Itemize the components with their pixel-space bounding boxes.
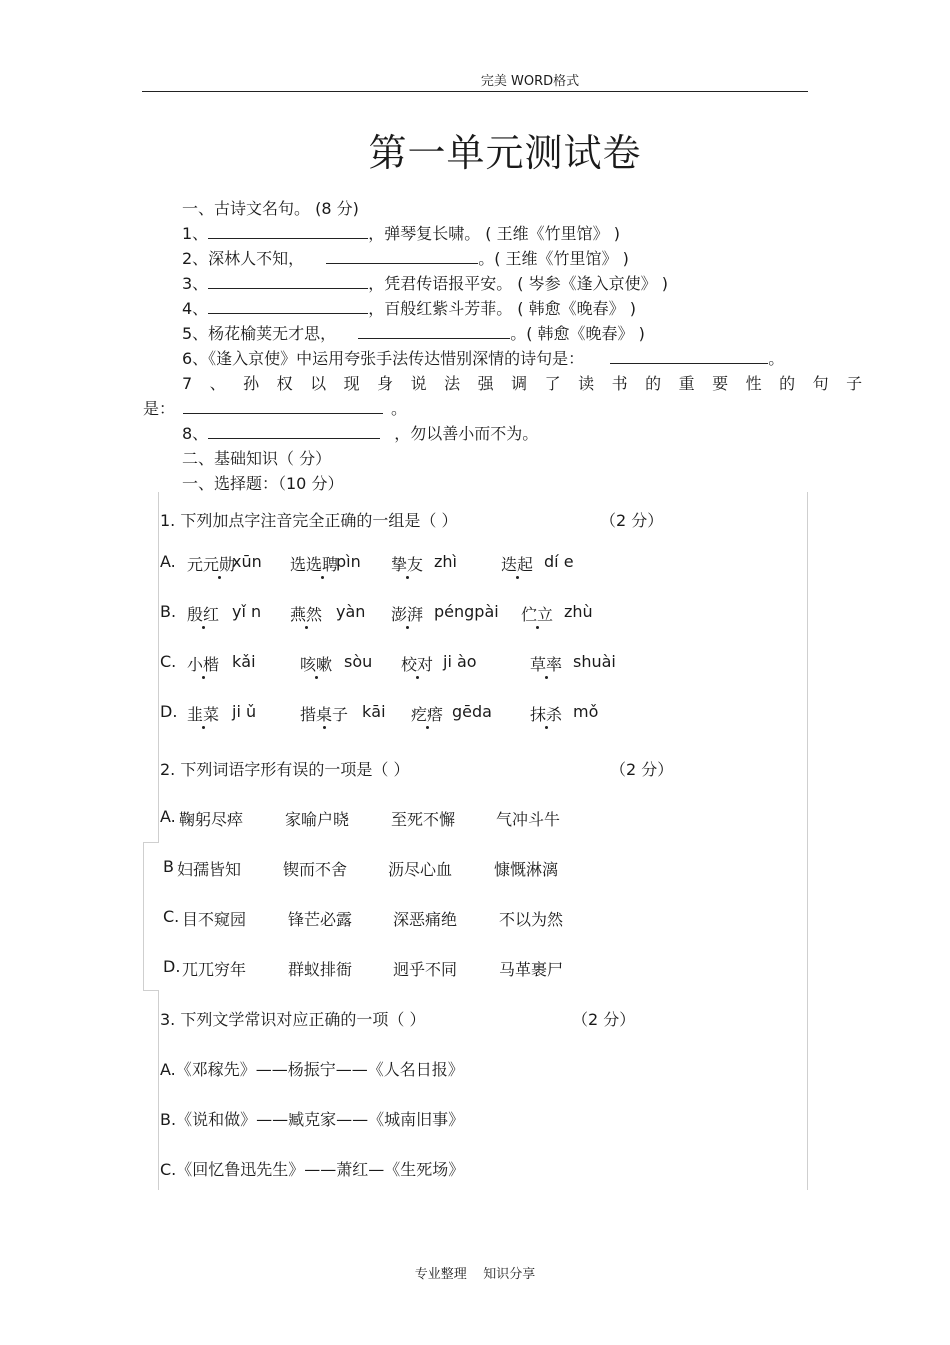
- word: [300, 652, 332, 675]
- q3-score: （2 分）: [572, 1010, 636, 1029]
- page-title: 第一单元测试卷: [368, 131, 642, 175]
- word: 选选聘: [290, 555, 339, 574]
- answer-blank[interactable]: [610, 349, 768, 364]
- item-suffix: ，勿以善小而不为。: [394, 424, 539, 443]
- item-prefix: 是：: [143, 399, 176, 418]
- word: [187, 602, 219, 625]
- answer-blank[interactable]: [208, 224, 368, 239]
- answer-blank[interactable]: [208, 274, 368, 289]
- poem-item-3: [182, 271, 668, 294]
- pinyin: mǒ: [573, 702, 599, 721]
- q1-stem: 1. 下列加点字注音完全正确的一组是（ ）: [160, 511, 458, 530]
- q3-option-b[interactable]: B.《说和做》——臧克家——《城南旧事》: [160, 1110, 465, 1129]
- pinyin: péngpài: [434, 602, 499, 621]
- q2-option-b[interactable]: [163, 857, 803, 881]
- answer-blank[interactable]: [208, 424, 380, 439]
- word: 兀兀穷年: [182, 960, 247, 979]
- q3-stem: 3. 下列文学常识对应正确的一项（ ）: [160, 1010, 426, 1029]
- item-suffix: 。( 韩愈《晚春》 ): [510, 324, 645, 343]
- word: [501, 552, 533, 575]
- dotted-char: 小楷: [187, 655, 220, 674]
- pinyin: zhì: [434, 552, 457, 571]
- dotted-char: 殷红: [187, 605, 220, 624]
- word: 深恶痛绝: [393, 910, 458, 929]
- word: 气冲斗牛: [496, 810, 561, 829]
- dotted-char: 迭起: [501, 555, 534, 574]
- pinyin: kǎi: [232, 652, 256, 671]
- answer-blank[interactable]: [358, 324, 510, 339]
- word: [530, 702, 562, 725]
- table-border-step: [143, 842, 159, 843]
- item-suffix: ，凭君传语报平安。 ( 岑参《逢入京使》 ): [368, 274, 668, 293]
- pinyin: sòu: [344, 652, 373, 671]
- item-prefix: 2、深林人不知，: [182, 249, 305, 268]
- item-prefix: 1、: [182, 224, 209, 243]
- pinyin: pìn: [336, 552, 361, 571]
- word: [187, 702, 219, 725]
- item-suffix: 。: [768, 349, 785, 368]
- dotted-char: 草率: [530, 655, 563, 674]
- pinyin: shuài: [573, 652, 616, 671]
- q2-stem: 2. 下列词语字形有误的一项是（ ）: [160, 760, 410, 779]
- word: 锲而不舍: [283, 860, 348, 879]
- pinyin: yǐ n: [232, 602, 262, 621]
- table-border-right: [807, 492, 808, 1190]
- word: 迥乎不同: [393, 960, 458, 979]
- item-suffix: 。( 王维《竹里馆》 ): [478, 249, 629, 268]
- word: 锋芒必露: [288, 910, 353, 929]
- poem-item-8: [182, 421, 538, 444]
- word: [187, 652, 219, 675]
- word: [521, 602, 553, 625]
- word: 妇孺皆知: [177, 860, 242, 879]
- q1-option-b[interactable]: [160, 602, 800, 626]
- pinyin: dí e: [544, 552, 574, 571]
- q2-option-d[interactable]: [163, 957, 803, 981]
- pinyin: gēda: [452, 702, 492, 721]
- answer-blank[interactable]: [183, 399, 383, 414]
- poem-item-6: [182, 346, 784, 369]
- poem-item-5: [182, 321, 645, 344]
- q1-score: （2 分）: [600, 511, 664, 530]
- word: [411, 702, 443, 725]
- q2-option-c[interactable]: [163, 907, 803, 931]
- table-border-left: [158, 990, 159, 1190]
- dotted-char: 伫立: [521, 605, 554, 624]
- dotted-char: 韭菜: [187, 705, 220, 724]
- item-suffix: ，弹琴复长啸。 ( 王维《竹里馆》 ): [368, 224, 620, 243]
- q2-score: （2 分）: [610, 760, 674, 779]
- pinyin: zhù: [564, 602, 593, 621]
- word: [391, 602, 423, 625]
- word: 慷慨淋漓: [494, 860, 559, 879]
- page-header: 完美 WORD格式: [480, 74, 580, 89]
- word: 群蚁排衙: [288, 960, 353, 979]
- item-prefix: 5、杨花榆荚无才思，: [182, 324, 337, 343]
- poem-item-7-line1: 7、孙权以现身说法强调了读书的重要性的句子: [182, 374, 880, 393]
- option-letter: B: [163, 857, 174, 876]
- word: 目不窥园: [182, 910, 247, 929]
- poem-item-4: [182, 296, 636, 319]
- page-footer: 专业整理 知识分享: [414, 1267, 536, 1282]
- dotted-char: 揩桌子: [300, 705, 349, 724]
- q1-option-a[interactable]: [160, 552, 800, 576]
- answer-blank[interactable]: [326, 249, 478, 264]
- table-border-left: [143, 842, 144, 990]
- word: [290, 602, 322, 625]
- item-prefix: 8、: [182, 424, 209, 443]
- word: 鞠躬尽瘁: [179, 810, 244, 829]
- word: [391, 552, 423, 575]
- header-rule: [142, 91, 808, 92]
- item-prefix: 4、: [182, 299, 209, 318]
- dotted-char: 燕然: [290, 605, 323, 624]
- word: 马革裹尸: [499, 960, 564, 979]
- option-letter: C.: [160, 652, 177, 671]
- dotted-char: 咳嗽: [300, 655, 333, 674]
- pinyin: yàn: [336, 602, 366, 621]
- q3-option-c[interactable]: C.《回忆鲁迅先生》——萧红—《生死场》: [160, 1160, 465, 1179]
- option-letter: A.: [160, 552, 176, 571]
- option-letter: A.: [160, 807, 176, 826]
- table-border-step: [143, 990, 159, 991]
- word: 沥尽心血: [388, 860, 453, 879]
- dotted-char: 挚友: [391, 555, 424, 574]
- choice-subheading: 一、选择题：（10 分）: [182, 474, 344, 493]
- option-letter: C.: [163, 907, 180, 926]
- pinyin: xūn: [232, 552, 262, 571]
- item-prefix: 3、: [182, 274, 209, 293]
- table-border-left: [158, 492, 159, 842]
- word: 至死不懈: [391, 810, 456, 829]
- dotted-char: 澎湃: [391, 605, 424, 624]
- option-letter: B.: [160, 602, 177, 621]
- q3-option-a[interactable]: A.《邓稼先》——杨振宁——《人名日报》: [160, 1060, 464, 1079]
- pinyin: kāi: [362, 702, 386, 721]
- section2-heading: 二、基础知识（ 分）: [182, 449, 332, 468]
- pinyin: ji ǔ: [232, 702, 257, 721]
- dotted-char: 疙瘩: [411, 705, 444, 724]
- poem-item-1: [182, 221, 620, 244]
- poem-item-7-line2: [143, 396, 407, 419]
- word: 不以为然: [499, 910, 564, 929]
- q2-option-a[interactable]: [160, 807, 800, 831]
- option-letter: D.: [163, 957, 181, 976]
- word: 家喻户晓: [285, 810, 350, 829]
- pinyin: ji ào: [443, 652, 477, 671]
- word: [300, 702, 348, 725]
- word: 元元勋: [187, 555, 236, 574]
- dotted-char: 校对: [401, 655, 434, 674]
- section1-heading: 一、古诗文名句。 (8 分): [182, 199, 359, 218]
- dotted-char: 元勋: [203, 555, 236, 574]
- dotted-char: 抹杀: [530, 705, 563, 724]
- word: [401, 652, 433, 675]
- poem-item-2: [182, 246, 629, 269]
- q1-option-c[interactable]: [160, 652, 800, 676]
- option-letter: D.: [160, 702, 178, 721]
- answer-blank[interactable]: [208, 299, 368, 314]
- item-suffix: ，百般红紫斗芳菲。 ( 韩愈《晚春》 ): [368, 299, 636, 318]
- dotted-char: 选聘: [306, 555, 339, 574]
- item-suffix: 。: [391, 399, 408, 418]
- q1-option-d[interactable]: [160, 702, 800, 726]
- word: [530, 652, 562, 675]
- item-prefix: 6、《逢入京使》中运用夸张手法传达惜别深情的诗句是：: [182, 349, 585, 368]
